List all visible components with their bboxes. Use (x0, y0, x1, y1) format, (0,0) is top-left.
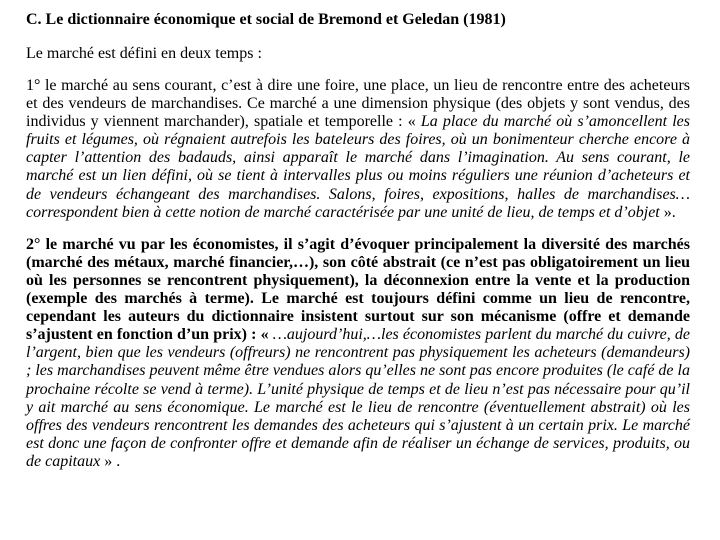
point-2-quote: …aujourd’hui,…les économistes parlent du marché du cuivre, de l’argent, bien que les vendeurs (offreurs) ne rencontrent pas physiquement les acheteurs (demandeurs) ; les marchandises peuvent même être vendues alors qu’elles ne sont pas encore produites (le café de la prochaine récolte se vend à terme). L’unité physique de temps et de lieu n’est pas nécessaire pour qu’il y ait marché au sens économique. Le marché est le lieu de rencontre (éventuellement abstrait) où les offres des vendeurs rencontrent les demandes des acheteurs qui s’ajustent à un certain prix. Le marché est donc une façon de confronter offre et demande afin de réaliser un échange de services, produits, ou de capitaux (26, 326, 690, 470)
intro-text: Le marché est défini en deux temps : (26, 45, 262, 62)
paragraph-point-2 (26, 236, 690, 471)
section-title: C. Le dictionnaire économique et social de Bremond et Geledan (1981) (26, 11, 506, 28)
point-1-closing: ». (659, 203, 676, 221)
point-1-quote: La place du marché où s’amoncellent les fruits et légumes, où régnaient autrefois les bateleurs des foires, où un bonimenteur cherche encore à capter l’attention des badauds, ainsi apparaît le marché dans l’imagination. Au sens courant, le marché est un lien défini, où se tient à intervalles plus ou moins réguliers une réunion d’acheteurs et de vendeurs échangeant des marchandises. Salons, foires, expositions, halles de marchandises… correspondent bien à cette notion de marché caractérisée par une unité de lieu, de temps et d’objet (26, 113, 690, 221)
paragraph-point-1 (26, 77, 690, 222)
point-1-text: 1° le marché au sens courant, c’est à dire une foire, une place, un lieu de rencontre entre des acheteurs et des vendeurs de marchandises. Ce marché a une dimension physique (des objets y sont vendus, des individus y viennent marchander), spatiale et temporelle : « (26, 77, 690, 131)
point-2-text: 2° le marché vu par les économistes, il s’agit d’évoquer principalement la diversité des marchés (marché des métaux, marché financier,…), son côté abstrait (ce n’est pas obligatoirement un lieu où les personnes se rencontrent physiquement), la déconnexion entre la vente et la production (exemple des marchés à terme). Le marché est toujours défini comme un lieu de rencontre, cependant les auteurs du dictionnaire insistent surtout sur son mécanisme (offre et demande s’ajustent en fonction d’un prix) : « (26, 235, 690, 344)
point-2-closing: » . (100, 452, 121, 470)
